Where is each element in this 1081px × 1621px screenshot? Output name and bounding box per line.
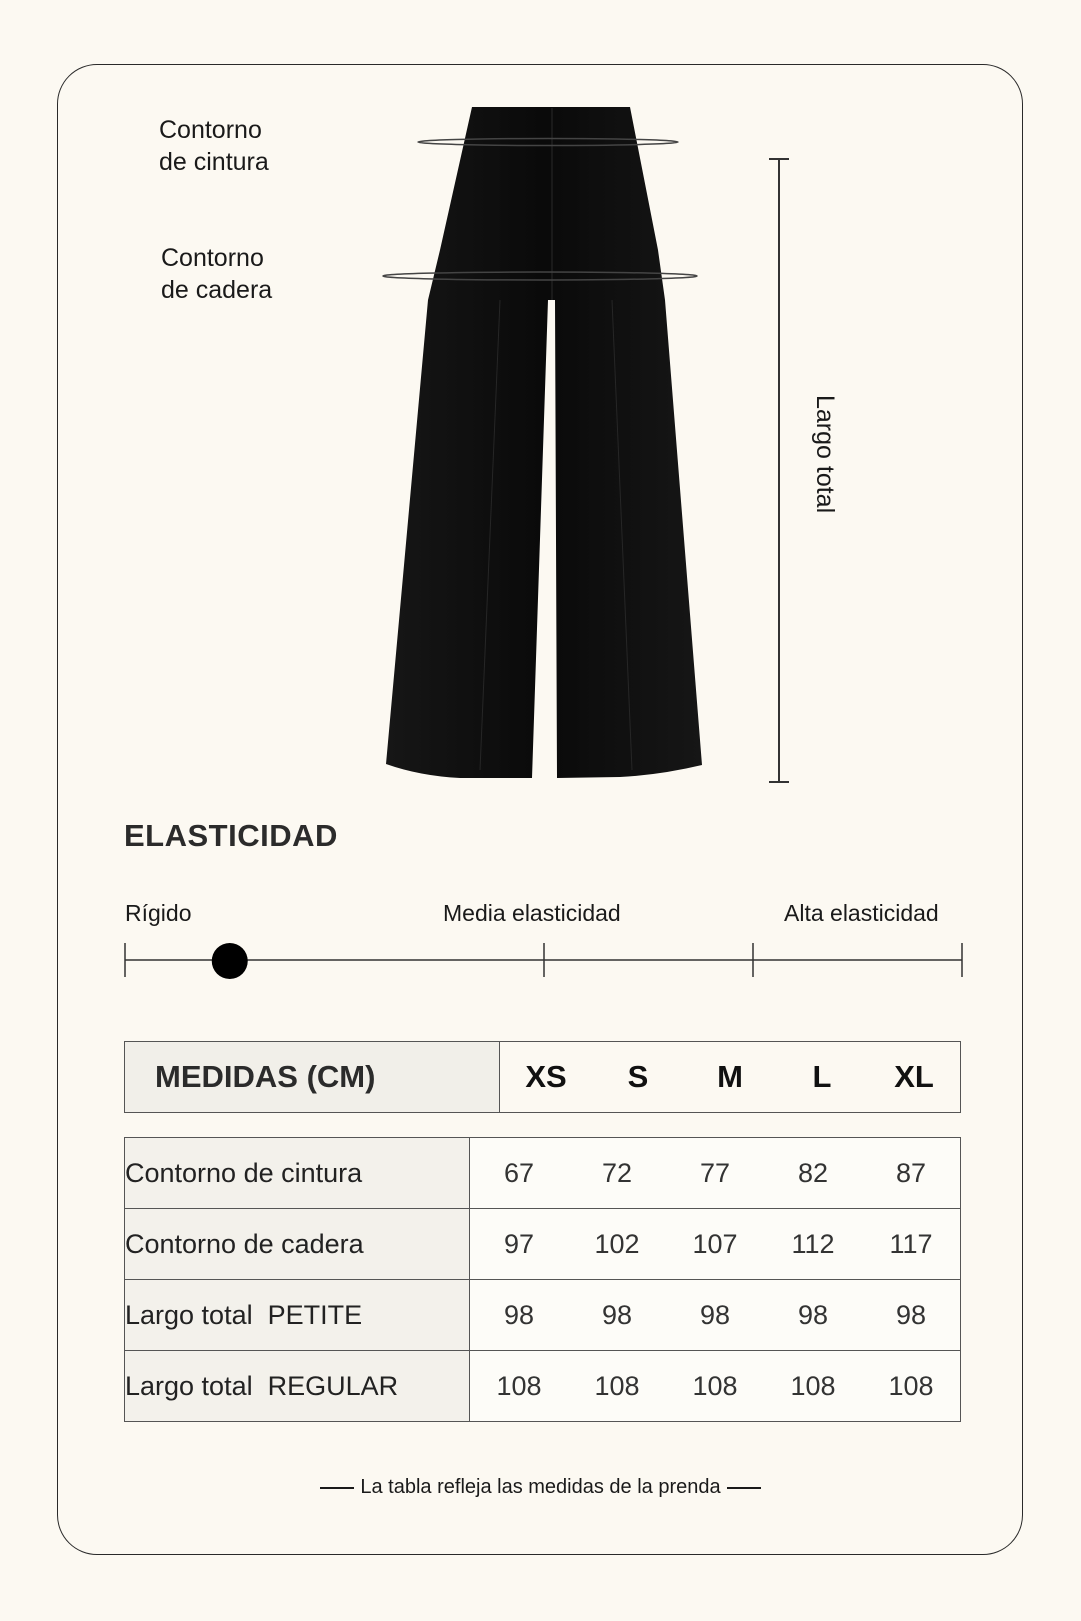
row-label: Largo total PETITE [125,1280,470,1351]
measurements-table [124,1137,961,1422]
cell-value: 82 [797,1157,829,1188]
cell-value: 87 [895,1157,927,1188]
footer-note: La tabla refleja las medidas de la prenda [0,1476,1081,1499]
row-label: Contorno de cadera [125,1209,470,1280]
size-xs: XS [525,1059,567,1094]
cell-value: 98 [699,1299,731,1330]
cell-value: 102 [594,1228,640,1259]
size-xl: XL [894,1059,934,1094]
elasticity-label-low: Rígido [125,900,192,926]
dash-right [727,1487,761,1489]
hip-label: Contorno de cadera [161,244,273,304]
cell-value: 98 [797,1299,829,1330]
cell-value: 108 [888,1370,934,1401]
row-label: Largo total REGULAR [125,1351,470,1422]
length-label: Largo total [811,395,839,514]
cell-value: 107 [692,1228,738,1259]
measures-header: MEDIDAS (CM) [125,1042,500,1113]
cell-value: 77 [699,1157,731,1188]
cell-value: 108 [790,1370,836,1401]
row-label: Contorno de cintura [125,1138,470,1209]
size-header-table [124,1041,961,1113]
cell-value: 108 [692,1370,738,1401]
cell-value: 98 [895,1299,927,1330]
cell-value: 117 [889,1228,933,1259]
size-headers [500,1042,961,1113]
cell-value: 67 [503,1157,535,1188]
elasticity-label-mid: Media elasticidad [443,900,621,926]
table-row [125,1138,961,1209]
cell-value: 112 [791,1228,835,1259]
size-l: L [812,1059,832,1094]
table-row [125,1209,961,1280]
table-row [125,1280,961,1351]
cell-value: 72 [601,1157,633,1188]
elasticity-indicator [212,943,248,979]
cell-value: 108 [594,1370,640,1401]
waist-label: Contorno de cintura [159,116,269,176]
table-row [125,1351,961,1422]
size-s: S [627,1059,649,1094]
cell-value: 108 [496,1370,542,1401]
dash-left [320,1487,354,1489]
elasticity-title: ELASTICIDAD [124,818,338,853]
cell-value: 97 [503,1228,535,1259]
cell-value: 98 [601,1299,633,1330]
cell-value: 98 [503,1299,535,1330]
size-m: M [717,1059,743,1094]
elasticity-label-high: Alta elasticidad [784,900,939,926]
